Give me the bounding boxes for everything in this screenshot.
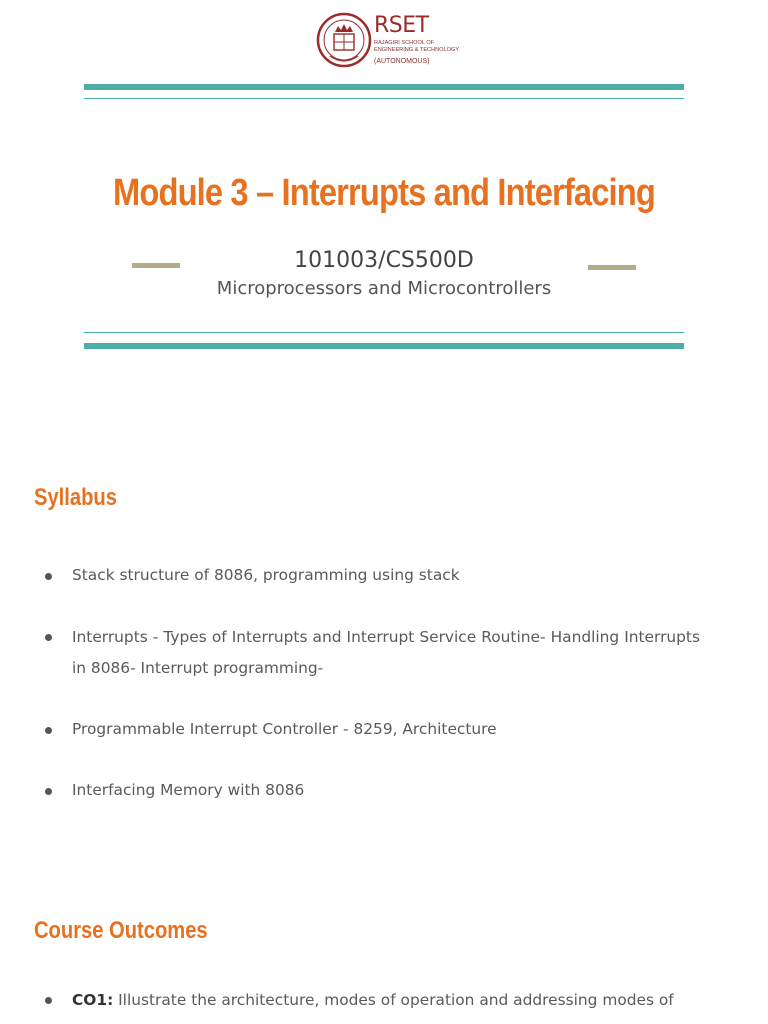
logo-name: RSET: [374, 13, 429, 38]
syllabus-heading: Syllabus: [34, 484, 117, 511]
institution-logo: [316, 12, 460, 70]
bullet-icon: [45, 788, 52, 795]
course-code: 101003/CS500D: [294, 248, 474, 273]
bottom-divider-thin: [84, 332, 684, 333]
bullet-icon: [45, 997, 52, 1004]
top-divider-thick: [84, 84, 684, 90]
logo-autonomous: (AUTONOMOUS): [374, 58, 430, 65]
logo-subtitle: RAJAGIRI SCHOOL OF ENGINEERING & TECHNOLOGY: [374, 40, 460, 53]
outcome-text: Illustrate the architecture, modes of operation and addressing modes of: [113, 991, 674, 1009]
top-divider-thin: [84, 98, 684, 99]
syllabus-item: Stack structure of 8086, programming using stack: [72, 566, 460, 584]
page-title: Module 3 – Interrupts and Interfacing: [113, 172, 655, 214]
syllabus-item: Programmable Interrupt Controller - 8259, Architecture: [72, 720, 497, 738]
outcome-label: CO1:: [72, 991, 114, 1009]
bullet-icon: [45, 727, 52, 734]
course-outcomes-heading: Course Outcomes: [34, 917, 208, 944]
bullet-icon: [45, 573, 52, 580]
college-seal-icon: [316, 12, 372, 68]
outcome-item: [72, 985, 700, 1016]
syllabus-item: Interrupts - Types of Interrupts and Interrupt Service Routine- Handling Interrupts in 8086- Interrupt programming-: [72, 628, 700, 677]
bottom-divider-thick: [84, 343, 684, 349]
syllabus-item: Interfacing Memory with 8086: [72, 781, 305, 799]
bullet-icon: [45, 634, 52, 641]
course-name: Microprocessors and Microcontrollers: [216, 278, 552, 299]
